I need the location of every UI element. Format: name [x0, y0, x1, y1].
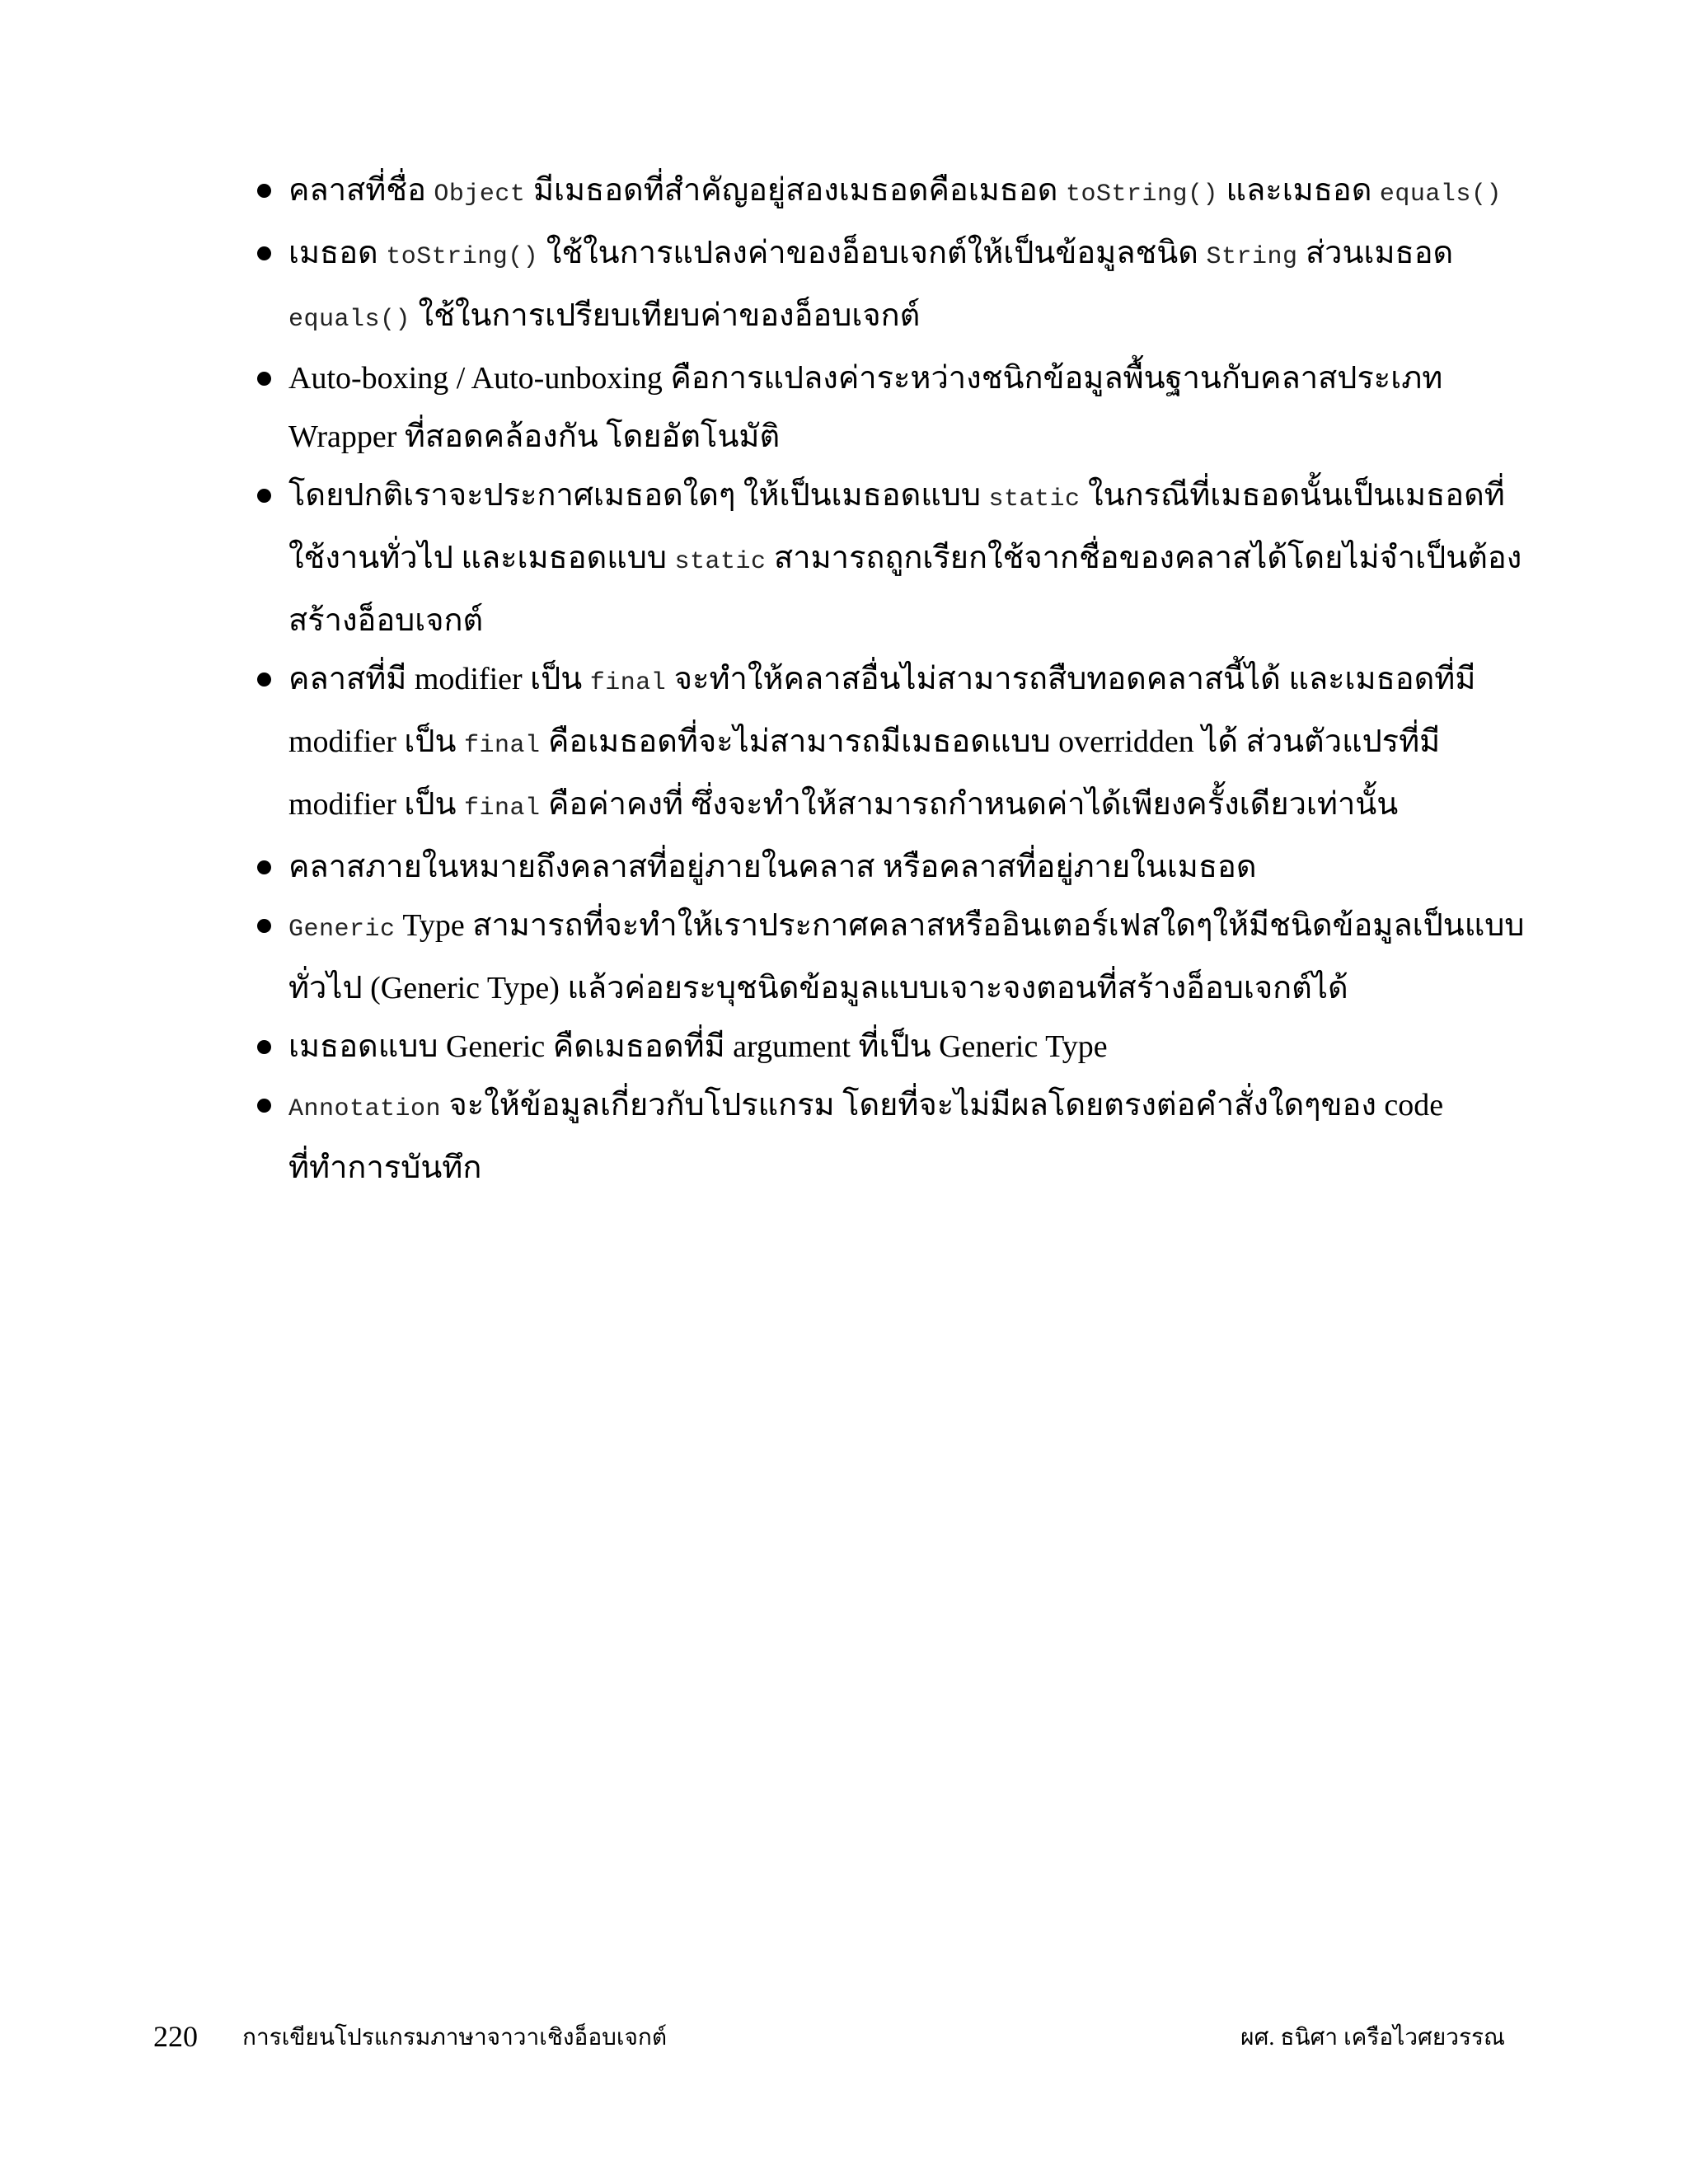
inline-text: สามารถถูกเรียกใช้จากชื่อของคลาสได้โดยไม่จำเป็นต้องสร้างอ็อบเจกต์: [288, 541, 1522, 638]
inline-text: คือเมธอดที่จะไม่สามารถมีเมธอดแบบ overridden ได้ ส่วนตัวแปรที่มี modifier เป็น: [288, 724, 1441, 822]
inline-text: จะทำให้คลาสอื่นไม่สามารถสืบทอดคลาสนี้ได้ และเมธอดที่มี modifier เป็น: [288, 662, 1476, 759]
inline-text: จะให้ข้อมูลเกี่ยวกับโปรแกรม โดยที่จะไม่มีผลโดยตรงต่อคำสั่งใดๆของ code ที่ทำการบันทึก: [288, 1088, 1444, 1185]
inline-text: คลาสที่มี modifier เป็น: [288, 662, 590, 696]
bullet-item: [256, 349, 1541, 466]
bullet-text: [288, 1088, 1443, 1185]
bullet-item: [256, 162, 1541, 224]
inline-text: คลาสภายในหมายถึงคลาสที่อยู่ภายในคลาส หรือคลาสที่อยู่ภายในเมธอด: [288, 850, 1257, 884]
inline-code: equals(): [288, 306, 411, 334]
inline-text: มีเมธอดที่สำคัญอยู่สองเมธอดคือเมธอด: [525, 173, 1066, 208]
inline-code: toString(): [1065, 180, 1218, 209]
bullet-point-icon: [257, 673, 271, 687]
page-footer: [153, 2016, 1522, 2057]
inline-text: คือค่าคงที่ ซึ่งจะทำให้สามารถกำหนดค่าได้เพียงครั้งเดียวเท่านั้น: [540, 787, 1399, 822]
bullet-text: [288, 1029, 1108, 1064]
inline-text: Auto-boxing / Auto-unboxing คือการแปลงค่าระหว่างชนิกข้อมูลพื้นฐานกับคลาสประเภท Wrapper ที่สอดคล้องกัน โดยอัตโนมัติ: [288, 361, 1443, 454]
inline-code: equals(): [1379, 180, 1502, 209]
inline-text: ใช้ในการแปลงค่าของอ็อบเจกต์ให้เป็นข้อมูลชนิด: [538, 236, 1207, 270]
bullet-text: [288, 478, 1522, 638]
bullet-item: [256, 838, 1541, 897]
bullet-item: [256, 1076, 1541, 1197]
inline-code: String: [1206, 243, 1298, 271]
inline-code: static: [674, 548, 767, 576]
inline-code: static: [988, 485, 1081, 513]
inline-text: โดยปกติเราจะประกาศเมธอดใดๆ ให้เป็นเมธอดแบบ: [288, 478, 989, 513]
inline-code: final: [463, 794, 541, 823]
inline-code: Generic: [288, 916, 396, 944]
inline-text: ใช้ในการเปรียบเทียบค่าของอ็อบเจกต์: [410, 298, 921, 333]
bullet-text: [288, 662, 1475, 822]
bullet-point-icon: [257, 919, 271, 933]
author-name: ผศ. ธนิศา เครือไวศยวรรณ: [1240, 2025, 1505, 2050]
inline-text: และเมธอด: [1218, 173, 1380, 208]
inline-code: final: [589, 669, 667, 697]
bullet-point-icon: [257, 1099, 271, 1113]
bullet-text: [288, 908, 1524, 1005]
bullet-point-icon: [257, 1040, 271, 1054]
bullet-item: [256, 1018, 1541, 1076]
bullet-point-icon: [257, 184, 271, 198]
inline-text: คลาสที่ชื่อ: [288, 173, 434, 208]
bullet-item: [256, 650, 1541, 838]
summary-bullet-list: [256, 162, 1541, 1197]
bullet-text: [288, 850, 1257, 884]
bullet-point-icon: [257, 860, 271, 874]
inline-text: ในกรณีที่เมธอดนั้นเป็นเมธอดที่ใช้งานทั่วไป และเมธอดแบบ: [288, 478, 1505, 575]
inline-text: เมธอดแบบ Generic คืดเมธอดที่มี argument ที่เป็น Generic Type: [288, 1029, 1108, 1064]
inline-text: Type สามารถที่จะทำให้เราประกาศคลาสหรืออินเตอร์เฟสใดๆให้มีชนิดข้อมูลเป็นแบบทั่วไป (Generic Type) แล้วค่อยระบุชนิดข้อมูลแบบเจาะจงตอนที่สร้างอ็อบเจกต์ได้: [288, 908, 1525, 1005]
inline-code: final: [463, 732, 541, 760]
bullet-point-icon: [257, 246, 271, 260]
bullet-item: [256, 897, 1541, 1018]
inline-code: Object: [434, 180, 526, 209]
book-title: การเขียนโปรแกรมภาษาจาวาเชิงอ็อบเจกต์: [242, 2025, 668, 2050]
inline-text: เมธอด: [288, 236, 387, 270]
inline-text: ส่วนเมธอด: [1297, 236, 1454, 270]
bullet-text: [288, 236, 1453, 333]
page-number: 220: [153, 2020, 198, 2053]
bullet-item: [256, 224, 1541, 349]
bullet-item: [256, 466, 1541, 650]
inline-code: toString(): [386, 243, 539, 271]
bullet-text: [288, 173, 1502, 208]
bullet-text: [288, 361, 1442, 454]
bullet-point-icon: [257, 489, 271, 503]
bullet-point-icon: [257, 372, 271, 386]
inline-code: Annotation: [288, 1095, 442, 1123]
